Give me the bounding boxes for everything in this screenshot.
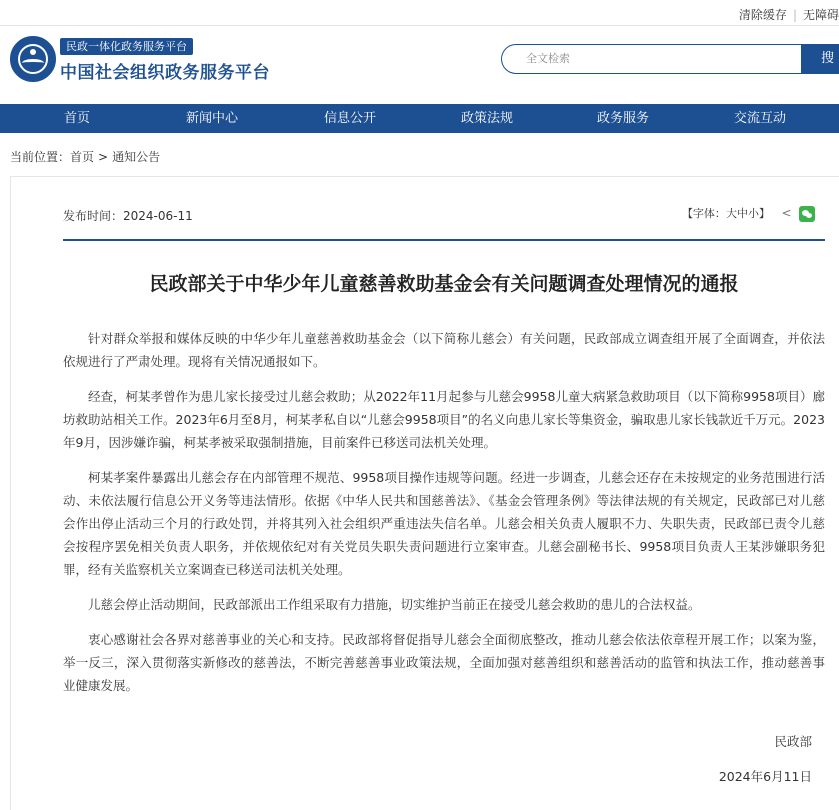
logo-dot bbox=[30, 49, 36, 55]
article-paragraph: 经查，柯某孝曾作为患儿家长接受过儿慈会救助；从2022年11月起参与儿慈会9958儿童大病紧急救助项目（以下简称9958项目）廊坊救助站相关工作。2023年6月至8月，柯某孝私自以“儿慈会9958项目”的名义向患儿家长等集资金，骗取患儿家长钱款近千万元。2023年9月，因涉嫌诈骗，柯某孝被采取强制措施，目前案件已移送司法机关处理。 bbox=[63, 389, 825, 450]
nav-item-policy[interactable]: 政策法规 bbox=[461, 111, 514, 126]
article-paragraph: 针对群众举报和媒体反映的中华少年儿童慈善救助基金会（以下简称儿慈会）有关问题，民政部成立调查组开展了全面调查，并依法依规进行了严肃处理。现将有关情况通报如下。 bbox=[63, 331, 825, 369]
article-title: 民政部关于中华少年儿童慈善救助基金会有关问题调查处理情况的通报 bbox=[149, 273, 739, 295]
search-button[interactable]: 搜索 bbox=[801, 44, 839, 74]
share-icon[interactable]: < bbox=[781, 206, 792, 220]
breadcrumb-prefix: 当前位置： bbox=[10, 150, 71, 164]
breadcrumb-current[interactable]: 通知公告 bbox=[112, 150, 161, 164]
site-title[interactable]: 中国社会组织政务服务平台 bbox=[60, 63, 270, 83]
article-panel bbox=[10, 176, 839, 810]
font-size-open: 【字体： bbox=[681, 207, 726, 220]
publish-label: 发布时间： bbox=[63, 209, 124, 223]
publish-date: 2024-06-11 bbox=[123, 209, 193, 223]
article-paragraph: 儿慈会停止活动期间，民政部派出工作组采取有力措施，切实维护当前正在接受儿慈会救助的患儿的合法权益。 bbox=[88, 597, 701, 612]
font-size-small[interactable]: 小 bbox=[747, 207, 759, 220]
top-utility-bar bbox=[0, 0, 839, 26]
signature-date: 2024年6月11日 bbox=[718, 769, 812, 784]
article-paragraph: 衷心感谢社会各界对慈善事业的关心和支持。民政部将督促指导儿慈会全面彻底整改，推动儿慈会依法依章程开展工作；以案为鉴，举一反三，深入贯彻落实新修改的慈善法，不断完善慈善事业政策法规，全面加强对慈善组织和慈善活动的监管和执法工作，推动慈善事业健康发展。 bbox=[63, 632, 825, 693]
clear-cache-link[interactable]: 清除缓存 bbox=[738, 8, 787, 22]
signature: 民政部 bbox=[774, 734, 812, 749]
breadcrumb-separator: > bbox=[98, 150, 109, 164]
nav-item-interaction[interactable]: 交流互动 bbox=[734, 111, 787, 126]
accessibility-link[interactable]: 无障碍 bbox=[802, 8, 839, 22]
main-nav bbox=[0, 104, 839, 133]
article-tools bbox=[682, 205, 815, 222]
font-size-large[interactable]: 大 bbox=[725, 207, 737, 220]
nav-item-news[interactable]: 新闻中心 bbox=[186, 111, 239, 126]
nav-item-disclosure[interactable]: 信息公开 bbox=[324, 111, 377, 126]
font-size-medium[interactable]: 中 bbox=[736, 207, 748, 220]
title-divider bbox=[63, 239, 825, 241]
article-paragraph: 柯某孝案件暴露出儿慈会存在内部管理不规范、9958项目操作违规等问题。经进一步调查，儿慈会还存在未按规定的业务范围进行活动、未依法履行信息公开义务等违法情形。依据《中华人民共和国慈善法》、《基金会管理条例》等法律法规的有关规定，民政部已对儿慈会作出停止活动三个月的行政处罚，并将其列入社会组织严重违法失信名单。儿慈会相关负责人履职不力、失职失责，民政部已责令儿慈会按程序罢免相关负责人职务，并依规依纪对有关党员失职失责问题进行立案审查。儿慈会副秘书长、9958项目负责人王某涉嫌职务犯罪，经有关监察机关立案调查已移送司法机关处理。 bbox=[63, 470, 825, 577]
publish-time bbox=[63, 207, 193, 224]
search-input[interactable]: 全文检索 bbox=[501, 44, 801, 74]
wechat-icon[interactable] bbox=[799, 206, 815, 222]
platform-badge: 民政一体化政务服务平台 bbox=[60, 38, 193, 55]
breadcrumb bbox=[10, 148, 160, 165]
ministry-logo-icon[interactable] bbox=[10, 36, 56, 82]
utility-links bbox=[739, 6, 839, 23]
breadcrumb-home[interactable]: 首页 bbox=[70, 150, 95, 164]
utility-divider: | bbox=[792, 8, 797, 22]
site-header bbox=[0, 26, 839, 104]
logo-wave bbox=[22, 59, 44, 67]
font-size-close: 】 bbox=[758, 207, 770, 220]
nav-item-home[interactable]: 首页 bbox=[64, 111, 91, 126]
nav-item-services[interactable]: 政务服务 bbox=[597, 111, 650, 126]
article-body bbox=[63, 327, 825, 709]
